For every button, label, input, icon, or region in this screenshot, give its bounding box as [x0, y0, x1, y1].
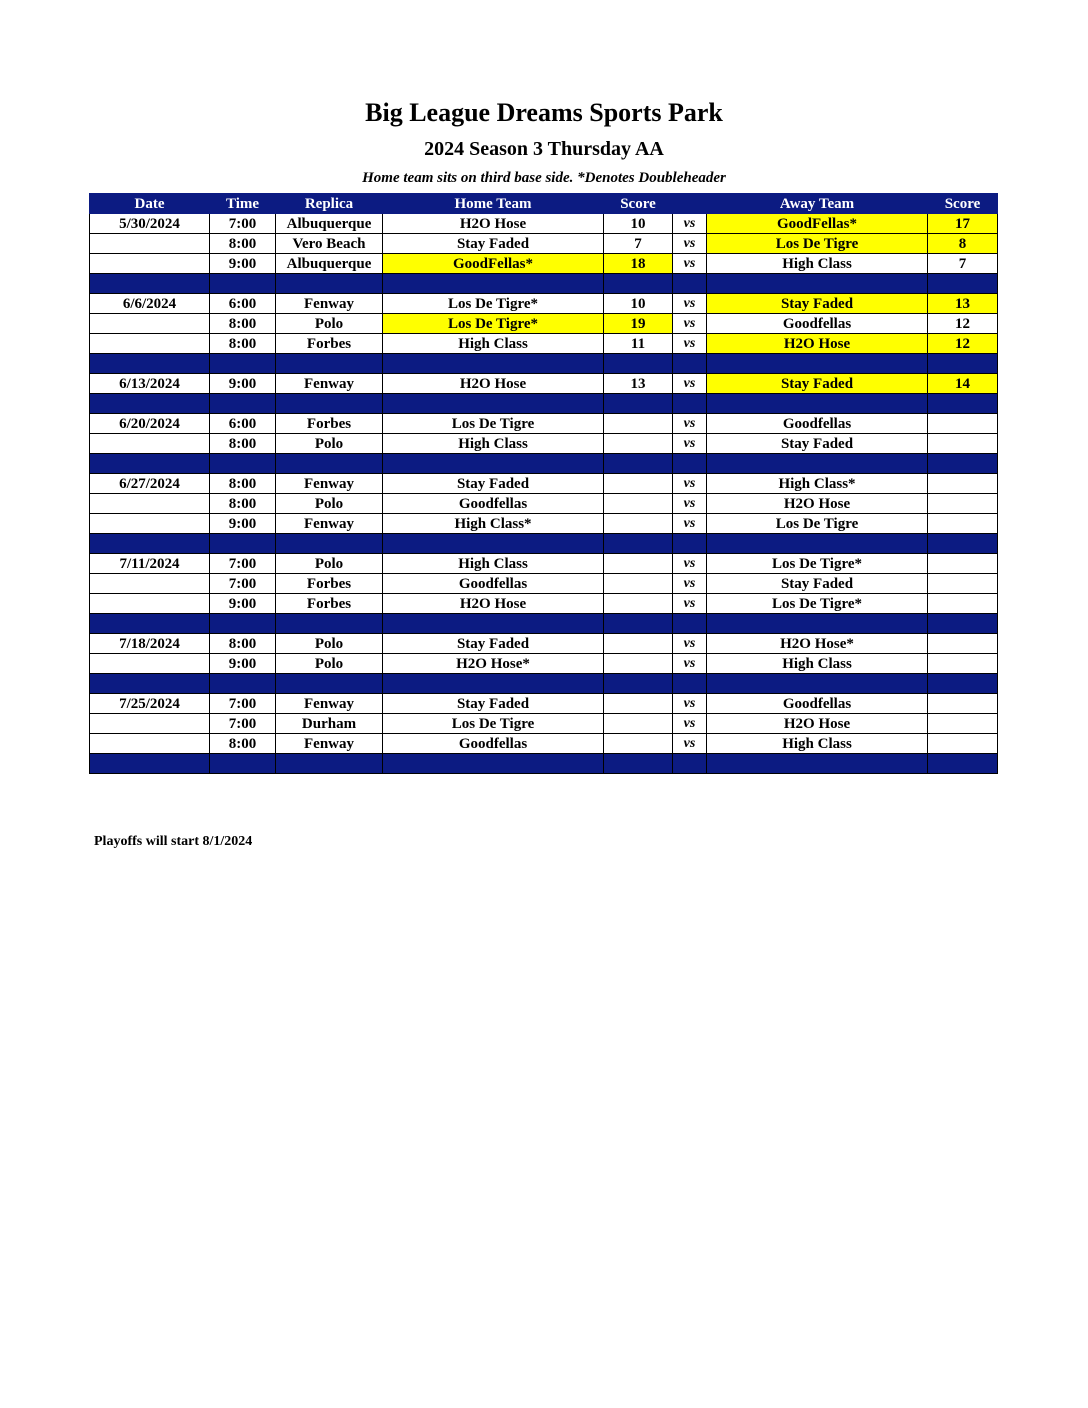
- home-score: 19: [604, 314, 673, 334]
- game-date: 5/30/2024: [90, 214, 210, 234]
- week-separator: [90, 754, 998, 774]
- game-field: Durham: [276, 714, 383, 734]
- game-time: 9:00: [210, 374, 276, 394]
- vs-label: vs: [673, 214, 707, 234]
- week-separator: [90, 274, 998, 294]
- away-score: [928, 474, 998, 494]
- home-score: 18: [604, 254, 673, 274]
- home-score: [604, 634, 673, 654]
- game-field: Fenway: [276, 374, 383, 394]
- away-score: [928, 494, 998, 514]
- home-team: Stay Faded: [383, 234, 604, 254]
- vs-label: vs: [673, 494, 707, 514]
- col-header-home-team: Home Team: [383, 194, 604, 214]
- away-score: [928, 574, 998, 594]
- game-time: 8:00: [210, 334, 276, 354]
- game-row: [90, 374, 998, 394]
- vs-label: vs: [673, 414, 707, 434]
- home-team: High Class*: [383, 514, 604, 534]
- away-team: Goodfellas: [707, 314, 928, 334]
- away-score: [928, 554, 998, 574]
- vs-label: vs: [673, 434, 707, 454]
- game-field: Fenway: [276, 514, 383, 534]
- game-field: Polo: [276, 494, 383, 514]
- game-time: 8:00: [210, 474, 276, 494]
- game-time: 9:00: [210, 514, 276, 534]
- home-team: Goodfellas: [383, 494, 604, 514]
- game-row: [90, 654, 998, 674]
- game-date: [90, 514, 210, 534]
- game-row: [90, 694, 998, 714]
- schedule-table: [89, 193, 998, 774]
- home-score: 11: [604, 334, 673, 354]
- home-score: 7: [604, 234, 673, 254]
- game-date: [90, 254, 210, 274]
- game-date: [90, 234, 210, 254]
- home-team: Stay Faded: [383, 694, 604, 714]
- away-score: [928, 434, 998, 454]
- home-score: [604, 734, 673, 754]
- away-score: 8: [928, 234, 998, 254]
- game-row: [90, 714, 998, 734]
- away-score: [928, 634, 998, 654]
- vs-label: vs: [673, 594, 707, 614]
- vs-label: vs: [673, 294, 707, 314]
- home-team: Los De Tigre*: [383, 294, 604, 314]
- playoffs-note: Playoffs will start 8/1/2024: [94, 834, 253, 849]
- week-separator: [90, 674, 998, 694]
- game-field: Albuquerque: [276, 214, 383, 234]
- game-row: [90, 494, 998, 514]
- vs-label: vs: [673, 334, 707, 354]
- game-date: [90, 714, 210, 734]
- game-field: Fenway: [276, 734, 383, 754]
- home-team: Goodfellas: [383, 734, 604, 754]
- away-score: 17: [928, 214, 998, 234]
- game-date: 6/20/2024: [90, 414, 210, 434]
- home-team: Goodfellas: [383, 574, 604, 594]
- away-team: High Class: [707, 254, 928, 274]
- page-subtitle: 2024 Season 3 Thursday AA: [424, 138, 664, 160]
- away-team: GoodFellas*: [707, 214, 928, 234]
- game-field: Forbes: [276, 594, 383, 614]
- home-score: [604, 574, 673, 594]
- away-team: Goodfellas: [707, 414, 928, 434]
- away-score: 12: [928, 334, 998, 354]
- away-score: [928, 654, 998, 674]
- header-row: [90, 194, 998, 214]
- vs-label: vs: [673, 554, 707, 574]
- game-field: Fenway: [276, 294, 383, 314]
- game-date: [90, 434, 210, 454]
- vs-label: vs: [673, 234, 707, 254]
- game-row: [90, 434, 998, 454]
- away-score: [928, 694, 998, 714]
- week-separator: [90, 614, 998, 634]
- away-team: H2O Hose*: [707, 634, 928, 654]
- away-team: Los De Tigre: [707, 234, 928, 254]
- away-team: Stay Faded: [707, 374, 928, 394]
- game-date: [90, 654, 210, 674]
- away-team: High Class: [707, 734, 928, 754]
- game-time: 9:00: [210, 254, 276, 274]
- game-row: [90, 554, 998, 574]
- home-team: GoodFellas*: [383, 254, 604, 274]
- game-time: 6:00: [210, 294, 276, 314]
- away-score: 7: [928, 254, 998, 274]
- home-score: 13: [604, 374, 673, 394]
- home-team: High Class: [383, 434, 604, 454]
- game-date: 7/25/2024: [90, 694, 210, 714]
- vs-label: vs: [673, 634, 707, 654]
- game-row: [90, 414, 998, 434]
- week-separator: [90, 354, 998, 374]
- home-team: Stay Faded: [383, 634, 604, 654]
- col-header-away-team: Away Team: [707, 194, 928, 214]
- week-separator: [90, 534, 998, 554]
- away-team: H2O Hose: [707, 714, 928, 734]
- col-header-vs: [673, 194, 707, 214]
- away-team: Los De Tigre*: [707, 594, 928, 614]
- home-team: Los De Tigre*: [383, 314, 604, 334]
- game-field: Vero Beach: [276, 234, 383, 254]
- home-team: H2O Hose: [383, 594, 604, 614]
- game-row: [90, 474, 998, 494]
- game-field: Polo: [276, 654, 383, 674]
- vs-label: vs: [673, 514, 707, 534]
- away-team: High Class: [707, 654, 928, 674]
- game-row: [90, 634, 998, 654]
- away-team: High Class*: [707, 474, 928, 494]
- away-score: [928, 734, 998, 754]
- away-team: Goodfellas: [707, 694, 928, 714]
- game-row: [90, 334, 998, 354]
- home-team: H2O Hose: [383, 214, 604, 234]
- home-team: Los De Tigre: [383, 414, 604, 434]
- away-team: H2O Hose: [707, 334, 928, 354]
- home-team: High Class: [383, 334, 604, 354]
- away-score: 14: [928, 374, 998, 394]
- away-team: Los De Tigre: [707, 514, 928, 534]
- home-score: [604, 474, 673, 494]
- game-date: 6/27/2024: [90, 474, 210, 494]
- home-score: 10: [604, 214, 673, 234]
- col-header-away-score: Score: [928, 194, 998, 214]
- home-score: [604, 654, 673, 674]
- game-row: [90, 234, 998, 254]
- away-team: Los De Tigre*: [707, 554, 928, 574]
- game-row: [90, 514, 998, 534]
- game-date: [90, 594, 210, 614]
- away-team: Stay Faded: [707, 434, 928, 454]
- col-header-replica: Replica: [276, 194, 383, 214]
- game-field: Polo: [276, 554, 383, 574]
- home-score: [604, 414, 673, 434]
- game-field: Polo: [276, 434, 383, 454]
- home-team: High Class: [383, 554, 604, 574]
- home-team: Stay Faded: [383, 474, 604, 494]
- away-team: H2O Hose: [707, 494, 928, 514]
- vs-label: vs: [673, 714, 707, 734]
- away-score: 12: [928, 314, 998, 334]
- game-date: [90, 334, 210, 354]
- game-field: Fenway: [276, 474, 383, 494]
- away-score: [928, 514, 998, 534]
- game-row: [90, 254, 998, 274]
- page-title: Big League Dreams Sports Park: [365, 98, 723, 127]
- away-team: Stay Faded: [707, 574, 928, 594]
- game-field: Fenway: [276, 694, 383, 714]
- home-team: H2O Hose*: [383, 654, 604, 674]
- col-header-home-score: Score: [604, 194, 673, 214]
- game-row: [90, 734, 998, 754]
- game-field: Polo: [276, 634, 383, 654]
- away-team: Stay Faded: [707, 294, 928, 314]
- away-score: [928, 414, 998, 434]
- schedule-note: Home team sits on third base side. *Denotes Doubleheader: [362, 170, 726, 186]
- home-score: [604, 554, 673, 574]
- vs-label: vs: [673, 694, 707, 714]
- game-date: [90, 734, 210, 754]
- game-date: 6/13/2024: [90, 374, 210, 394]
- game-field: Forbes: [276, 334, 383, 354]
- game-time: 7:00: [210, 694, 276, 714]
- home-score: [604, 494, 673, 514]
- home-score: [604, 714, 673, 734]
- game-time: 8:00: [210, 494, 276, 514]
- game-time: 8:00: [210, 634, 276, 654]
- away-score: [928, 714, 998, 734]
- game-field: Albuquerque: [276, 254, 383, 274]
- game-date: [90, 574, 210, 594]
- game-row: [90, 214, 998, 234]
- game-time: 8:00: [210, 434, 276, 454]
- game-time: 7:00: [210, 554, 276, 574]
- game-row: [90, 594, 998, 614]
- home-score: [604, 514, 673, 534]
- col-header-date: Date: [90, 194, 210, 214]
- away-score: [928, 594, 998, 614]
- game-time: 6:00: [210, 414, 276, 434]
- game-row: [90, 314, 998, 334]
- game-field: Forbes: [276, 414, 383, 434]
- game-time: 9:00: [210, 654, 276, 674]
- away-score: 13: [928, 294, 998, 314]
- home-team: H2O Hose: [383, 374, 604, 394]
- game-date: 6/6/2024: [90, 294, 210, 314]
- game-row: [90, 574, 998, 594]
- vs-label: vs: [673, 254, 707, 274]
- game-date: 7/18/2024: [90, 634, 210, 654]
- game-field: Polo: [276, 314, 383, 334]
- game-time: 8:00: [210, 314, 276, 334]
- game-time: 7:00: [210, 214, 276, 234]
- game-date: [90, 494, 210, 514]
- vs-label: vs: [673, 314, 707, 334]
- col-header-time: Time: [210, 194, 276, 214]
- game-time: 7:00: [210, 574, 276, 594]
- game-date: 7/11/2024: [90, 554, 210, 574]
- game-field: Forbes: [276, 574, 383, 594]
- home-score: 10: [604, 294, 673, 314]
- game-time: 9:00: [210, 594, 276, 614]
- week-separator: [90, 454, 998, 474]
- vs-label: vs: [673, 734, 707, 754]
- week-separator: [90, 394, 998, 414]
- home-score: [604, 594, 673, 614]
- game-time: 7:00: [210, 714, 276, 734]
- vs-label: vs: [673, 374, 707, 394]
- vs-label: vs: [673, 474, 707, 494]
- vs-label: vs: [673, 654, 707, 674]
- home-team: Los De Tigre: [383, 714, 604, 734]
- game-date: [90, 314, 210, 334]
- game-time: 8:00: [210, 234, 276, 254]
- game-time: 8:00: [210, 734, 276, 754]
- schedule-body: [90, 214, 998, 774]
- vs-label: vs: [673, 574, 707, 594]
- home-score: [604, 694, 673, 714]
- home-score: [604, 434, 673, 454]
- game-row: [90, 294, 998, 314]
